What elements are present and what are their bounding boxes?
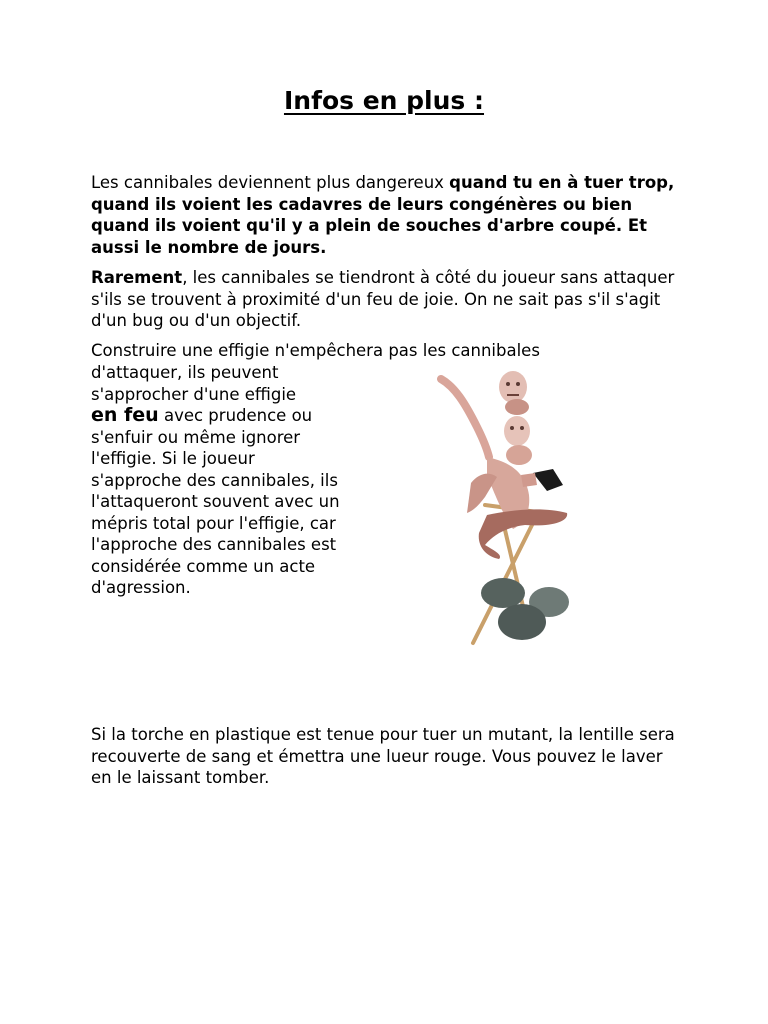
paragraph-rarely (91, 267, 686, 332)
effigy-top-head (499, 371, 529, 415)
effigy-stones (481, 578, 569, 640)
p3-before-text: d'attaquer, ils peuvent s'approcher d'une effigie (91, 363, 297, 404)
paragraph-torch: Si la torche en plastique est tenue pour tuer un mutant, la lentille sera recouverte de sang et émettra une lueur rouge. Vous pouvez le laver en le laissant tomber. (91, 725, 675, 787)
p3-highlight-text: en feu (91, 404, 159, 426)
effigy-image (425, 365, 585, 650)
effigy-limbs (479, 509, 567, 559)
effigy-cloth (533, 469, 563, 491)
paragraph-effigy (91, 362, 341, 599)
effigy-arm (441, 379, 489, 457)
paragraph-effigy-first-line: Construire une effigie n'empêchera pas les cannibales (91, 341, 540, 360)
p2-bold-text: Rarement (91, 268, 183, 287)
p1-bold-text: quand tu en à tuer trop, quand ils voient les cadavres de leurs congénères ou bien quand ils voient qu'il y a plein de souches d'arbre coupé. Et aussi le nombre de jours. (91, 173, 675, 257)
effigy-middle-head (504, 416, 532, 465)
paragraph-dangerous (91, 172, 686, 258)
p2-normal-text: , les cannibales se tiendront à côté du joueur sans attaquer s'ils se trouvent à proximité d'un feu de joie. On ne sait pas s'il s'agit d'un bug ou d'un objectif. (91, 268, 675, 330)
page-title: Infos en plus : (283, 86, 485, 115)
p1-normal-text: Les cannibales deviennent plus dangereux (91, 173, 450, 192)
p3-after-text: avec prudence ou s'enfuir ou même ignorer l'effigie. Si le joueur s'approche des cannibales, ils l'attaqueront souvent avec un mépris total pour l'effigie, car l'approche des cannibales est considérée comme un acte d'agression. (91, 406, 340, 597)
